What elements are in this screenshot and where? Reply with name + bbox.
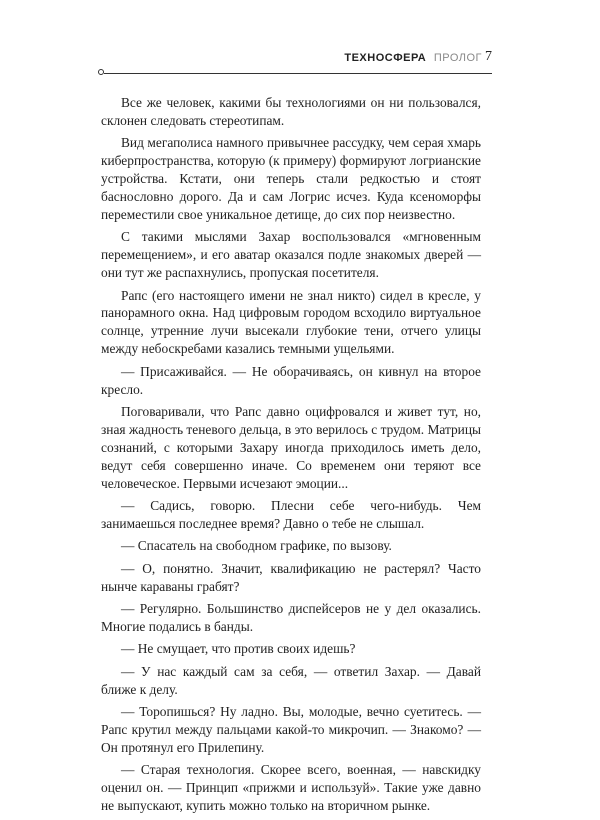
paragraph: Вид мегаполиса намного привычнее рассудку, чем серая хмарь киберпространства, которую (к примеру) формируют логрианские устройства. Кстати, они теперь стали редкостью и стоят баснословно дорого. Да и сам Логрис исчез. Куда ксеноморфы переместили свое уникальное детище, до сих пор неизвестно. — [101, 135, 481, 222]
paragraph: — Присаживайся. — Не оборачиваясь, он кивнул на второе кресло. — [101, 363, 481, 397]
paragraph: С такими мыслями Захар воспользовался «мгновенным перемещением», и его аватар оказался подле знакомых дверей — они тут же распахнулись, пропуская посетителя. — [101, 229, 481, 281]
paragraph: — О, понятно. Значит, квалификацию не растерял? Часто нынче караваны грабят? — [101, 560, 481, 594]
paragraph: Поговаривали, что Рапс давно оцифровался и живет тут, но, зная жадность теневого дельца, в это верилось с трудом. Матрицы сознаний, с которыми Захару иногда приходилось иметь дело, ведут себя совершенно иначе. Со временем они теряют все человеческое. Первыми исчезают эмоции... — [101, 404, 481, 491]
chapter-title: ПРОЛОГ — [433, 52, 482, 64]
running-header — [344, 52, 482, 64]
paragraph: — Торопишься? Ну ладно. Вы, молодые, вечно суетитесь. — Рапс крутил между пальцами какой-то микрочип. — Знакомо? — Он протянул его Прилепину. — [101, 704, 481, 755]
paragraph: — Садись, говорю. Плесни себе чего-нибудь. Чем занимаешься последнее время? Давно о тебе не слышал. — [101, 498, 481, 531]
paragraph: — Старая технология. Скорее всего, военная, — навскидку оценил он. — Принцип «прижми и используй». Такие уже давно не выпускают, купить можно только на вторичном рынке. — [101, 762, 481, 814]
paragraph: Все же человек, какими бы технологиями он ни пользовался, склонен следовать стереотипам. — [101, 95, 481, 128]
paragraph: — Спасатель на свободном графике, по вызову. — [121, 538, 392, 554]
paragraph: — Не смущает, что против своих идешь? — [121, 641, 356, 657]
header-rule — [104, 73, 492, 74]
paragraph: — Регулярно. Большинство диспейсеров не у дел оказались. Многие подались в банды. — [101, 601, 481, 634]
body-text — [101, 94, 481, 820]
paragraph: — У нас каждый сам за себя, — ответил Захар. — Давай ближе к делу. — [101, 663, 481, 697]
rule-circle-ornament — [98, 69, 104, 75]
paragraph: Рапс (его настоящего имени не знал никто) сидел в кресле, у панорамного окна. Над цифровым городом всходило виртуальное солнце, утренние лучи высекали глубокие тени, отчего улицы между небоскребами казались темными ущельями. — [101, 287, 481, 357]
book-title: ТЕХНОСФЕРА — [344, 52, 427, 64]
page-number: 7 — [485, 49, 492, 64]
